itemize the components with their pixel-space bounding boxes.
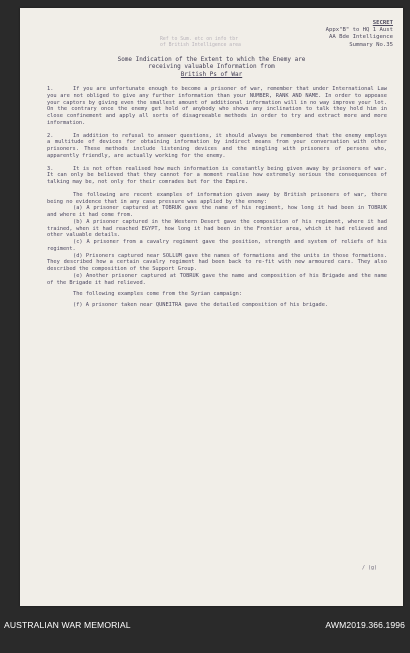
header-line-1: Appx"B" to HQ 1 Aust (325, 27, 393, 34)
credit-bar (0, 613, 410, 653)
title-line-3: British Ps of War (180, 70, 243, 78)
example-a: (a) A prisoner captured at TOBRUK gave the name of his regiment, how long it had been in TOBRUK and where it had come from. (47, 205, 387, 218)
document-title (60, 56, 363, 78)
paragraph-1 (47, 86, 387, 127)
example-c: (c) A prisoner from a cavalry regiment gave the position, strength and system of reliefs of his regiment. (47, 239, 387, 252)
document-header (326, 20, 393, 49)
example-f: (f) A prisoner taken near QUNEITRA gave the detailed composition of his brigade. (73, 302, 329, 308)
paragraph-4: The following are recent examples of information given away by British prisoners of war, there being no evidence that in any case pressure was applied by the enemy: (47, 191, 387, 205)
paragraph-2 (47, 133, 387, 160)
bleed-through-text (160, 37, 241, 50)
accession-number: AWM2019.366.1996 (325, 620, 405, 630)
paragraph-number: 3. (47, 165, 54, 172)
paragraph-number: 2. (47, 132, 54, 139)
title-line-2: receiving valuable Information from (148, 63, 275, 71)
header-line-2: AA Bde Intelligence (329, 34, 393, 41)
paragraph-text: In addition to refusal to answer questions, it should always be remembered that the enemy employs a multitude of devices for obtaining information by indirect means from your conversation with other prisoners. These methods include listening devices and the mingling with prisoners of persons who, apparently friendly, are actually working for the enemy. (47, 132, 387, 159)
document-page (20, 8, 403, 606)
bleed-line-1: Ref to Sum. etc on info tbr (160, 37, 238, 42)
header-line-3: Summary No.35 (349, 41, 393, 48)
example-b: (b) A prisoner captured in the Western Desert gave the composition of his regiment, where it had trained, when it had reached EGYPT, how long it had been in the Frontier area, which it had relieved and other valuable details. (47, 218, 387, 239)
paragraph-3 (47, 166, 387, 186)
bleed-line-2: of British Intelligence area (160, 43, 241, 49)
example-e: (e) Another prisoner captured at TOBRUK gave the name and composition of his Brigade and the name of the Brigade it had relieved. (47, 272, 387, 286)
example-d: (d) Prisoners captured near SOLLUM gave the names of formations and the units in those formations. They described how a certain cavalry regiment had been back to re-fit with new armoured cars. They also described the composition of the Support Group. (47, 252, 387, 272)
title-line-1: Some Indication of the Extent to which the Enemy are (117, 56, 306, 63)
document-body (47, 86, 387, 309)
paragraph-5: The following examples come from the Syrian campaign: (73, 291, 243, 298)
paragraph-number: 1. (47, 86, 54, 92)
classification-mark: SECRET (372, 20, 393, 26)
paragraph-text: It is not often realised how much information is constantly being given away by prisoners of war. It can only be believed that they cannot for a moment realise how extremely serious the consequences of talking may be, not only for their comrades but for the Empire. (47, 165, 387, 185)
continuation-mark: / (g) (361, 565, 377, 571)
institution-credit: AUSTRALIAN WAR MEMORIAL (4, 620, 131, 630)
paragraph-text: If you are unfortunate enough to become a prisoner of war, remember that under International Law you are not obliged to give any further information than your NUMBER, RANK AND NAME. In order to appease your captors by giving even the smallest amount of additional information will in no way improve your lot. On the contrary once the enemy get hold of anybody who shows any inclination to talk they hold him in close confinement and apply all sorts of disagreeable methods in order to try and extract more and more information. (47, 86, 387, 126)
